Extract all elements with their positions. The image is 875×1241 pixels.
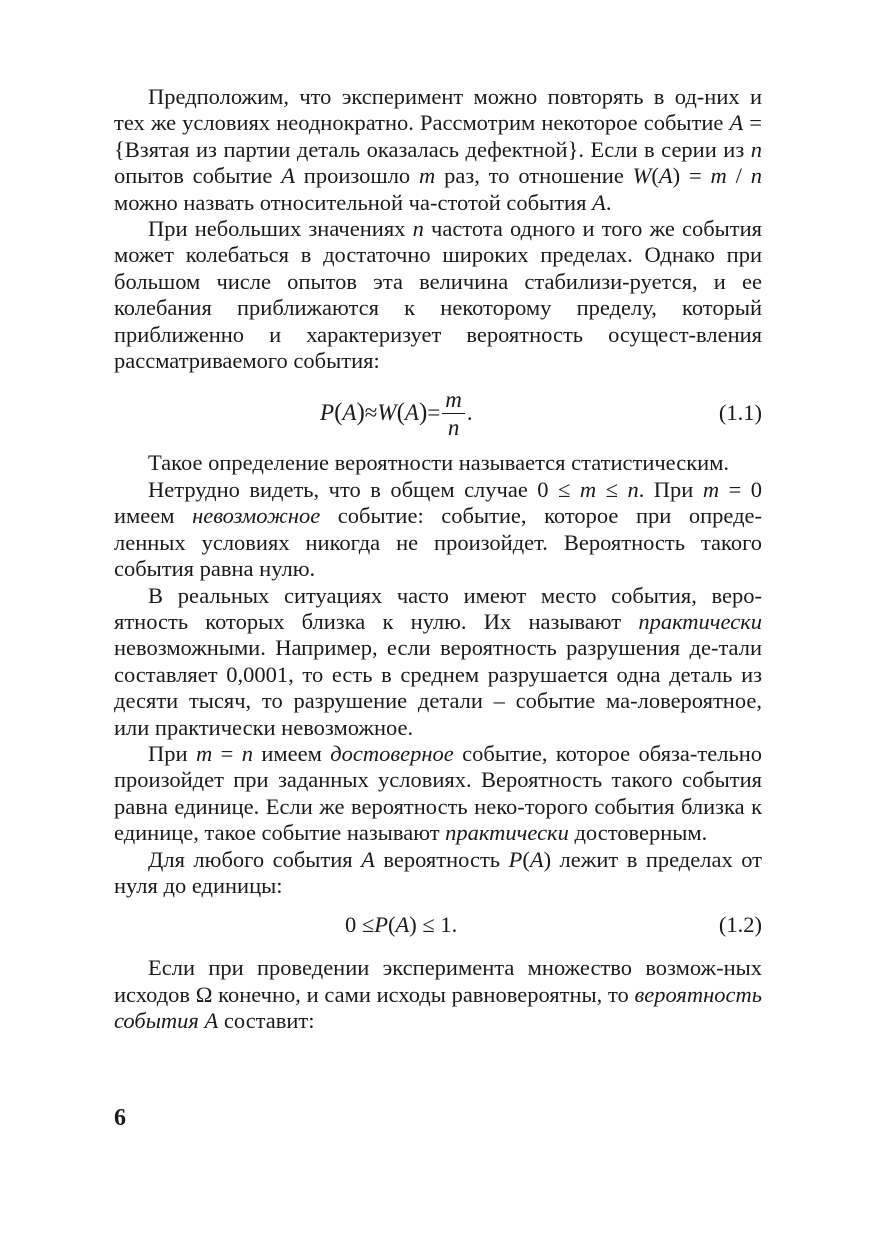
equation-number-1-2: (1.2) (718, 912, 762, 938)
paragraph-relative-frequency: Предположим, что эксперимент можно повторять в од-ниx и тех же условиях неоднократно. Рассмотрим некоторое событие A = {Взятая из партии деталь оказалась дефектной}. Если в серии из n опытов событие A произошло m раз, то отношение W(A) = m / n можно назвать относительной ча-стотой события A. (114, 84, 762, 215)
fraction-m-over-n: $\frac{m}{n}$ (442, 387, 465, 441)
page-number: 6 (114, 1105, 126, 1131)
paragraph-probability-range: Для любого события A вероятность P(A) лежит в пределах от нуля до единицы: (114, 846, 762, 898)
paragraph-stabilization: При небольших значениях n частота одного и того же события может колебаться в достаточно широких пределах. Однако при большом числе опытов эта величина стабилизи-руется, и ее колебания приближаются к некоторому пределу, который приближенно и характеризует вероятность осущест-вления рассматриваемого события: (114, 216, 763, 374)
formula-1-1 (114, 384, 762, 442)
paragraph-impossible-event: Нетрудно видеть, что в общем случае 0 ≤ m ≤ n. При m = 0 имеем невозможное событие: событие, которое при опреде-ленных условиях никогда не произойдет. Вероятность такого события равна нулю. (114, 476, 763, 582)
paragraph-certain-event: При m = n имеем достоверное событие, которое обяза-тельно произойдет при заданных условиях. Вероятность такого события равна единице. Если же вероятность неко-торого события близка к единице, такое событие называют практически достоверным. (114, 740, 763, 846)
equation-number-1-1: (1.1) (718, 400, 762, 426)
paragraph-statistical-definition: Такое определение вероятности называется статистическим. (148, 450, 730, 476)
formula-1-1-body: P ( A ) ≈ W ( A ) = $\frac{m}{n}$ . (320, 386, 473, 440)
paragraph-classical-probability: Если при проведении эксперимента множество возмож-ных исходов Ω конечно, и сами исходы равновероятны, то вероятность события A составит: (114, 955, 762, 1034)
formula-1-2-body: 0 ≤ P ( A ) ≤ 1. (345, 912, 458, 938)
paragraph-practically-impossible: В реальных ситуациях часто имеют место события, веро-ятность которых близка к нулю. Их называют практически невозможными. Например, если вероятность разрушения де-тали составляет 0,0001, то есть в среднем разрушается одна деталь из десяти тысяч, то разрушение детали – событие ма-ловероятное, или практически невозможное. (114, 582, 762, 740)
page-body (114, 84, 762, 1035)
formula-1-2 (114, 905, 762, 945)
